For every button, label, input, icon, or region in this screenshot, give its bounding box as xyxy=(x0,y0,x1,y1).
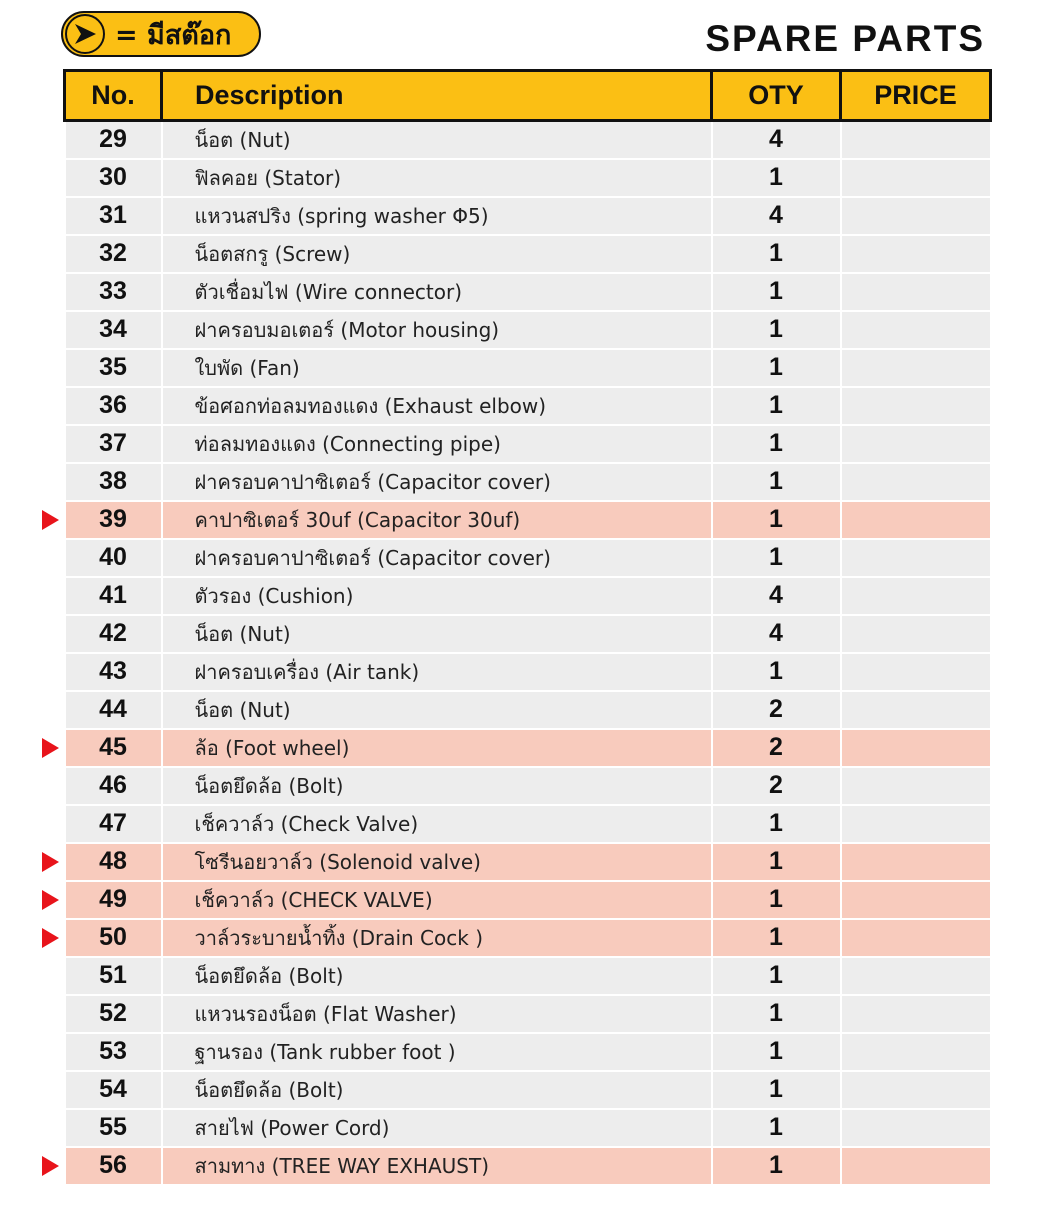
part-description: ตัวเชื่อมไฟ (Wire connector) xyxy=(162,273,712,311)
part-quantity: 4 xyxy=(712,121,841,159)
part-price xyxy=(841,995,991,1033)
part-price xyxy=(841,805,991,843)
part-price xyxy=(841,311,991,349)
part-number: 55 xyxy=(99,1113,127,1141)
part-number-cell xyxy=(65,539,162,577)
part-number-cell xyxy=(65,463,162,501)
page-title: SPARE PARTS xyxy=(705,18,985,59)
part-quantity: 1 xyxy=(712,843,841,881)
part-number-cell xyxy=(65,425,162,463)
part-description: น็อต (Nut) xyxy=(162,691,712,729)
column-header-description: Description xyxy=(162,71,712,121)
in-stock-arrow-icon xyxy=(42,890,59,910)
part-description: เช็ควาล์ว (CHECK VALVE) xyxy=(162,881,712,919)
in-stock-arrow-icon xyxy=(42,852,59,872)
part-price xyxy=(841,159,991,197)
part-description: ท่อลมทองแดง (Connecting pipe) xyxy=(162,425,712,463)
in-stock-arrow-icon xyxy=(42,510,59,530)
part-quantity: 1 xyxy=(712,159,841,197)
table-row xyxy=(65,691,991,729)
part-number-cell xyxy=(65,235,162,273)
part-quantity: 1 xyxy=(712,881,841,919)
part-quantity: 4 xyxy=(712,197,841,235)
part-price xyxy=(841,577,991,615)
part-number-cell xyxy=(65,159,162,197)
part-description: น็อต (Nut) xyxy=(162,121,712,159)
part-quantity: 1 xyxy=(712,425,841,463)
table-row xyxy=(65,805,991,843)
part-quantity: 1 xyxy=(712,1147,841,1185)
part-number: 48 xyxy=(99,847,127,875)
part-description: ฝาครอบมอเตอร์ (Motor housing) xyxy=(162,311,712,349)
part-number: 34 xyxy=(99,315,127,343)
part-description: สามทาง (TREE WAY EXHAUST) xyxy=(162,1147,712,1185)
part-quantity: 1 xyxy=(712,995,841,1033)
part-price xyxy=(841,881,991,919)
table-row xyxy=(65,463,991,501)
table-row xyxy=(65,919,991,957)
table-row xyxy=(65,273,991,311)
part-quantity: 1 xyxy=(712,1109,841,1147)
part-number: 30 xyxy=(99,163,127,191)
part-price xyxy=(841,235,991,273)
in-stock-arrow-icon xyxy=(42,928,59,948)
part-description: คาปาซิเตอร์ 30uf (Capacitor 30uf) xyxy=(162,501,712,539)
table-row xyxy=(65,881,991,919)
part-quantity: 2 xyxy=(712,691,841,729)
table-row xyxy=(65,539,991,577)
part-number: 56 xyxy=(99,1151,127,1179)
part-number: 40 xyxy=(99,543,127,571)
part-number: 29 xyxy=(99,125,127,154)
part-quantity: 2 xyxy=(712,729,841,767)
table-row xyxy=(65,425,991,463)
table-row xyxy=(65,159,991,197)
part-quantity: 1 xyxy=(712,957,841,995)
part-description: ตัวรอง (Cushion) xyxy=(162,577,712,615)
in-stock-arrow-icon xyxy=(42,738,59,758)
part-number: 37 xyxy=(99,429,127,457)
part-quantity: 4 xyxy=(712,615,841,653)
part-number: 53 xyxy=(99,1037,127,1065)
part-number-cell xyxy=(65,273,162,311)
part-number: 54 xyxy=(99,1075,127,1103)
part-description: น็อตยึดล้อ (Bolt) xyxy=(162,1071,712,1109)
table-row xyxy=(65,121,991,159)
part-description: น็อตสกรู (Screw) xyxy=(162,235,712,273)
table-row xyxy=(65,767,991,805)
table-header-row xyxy=(65,71,991,121)
part-number-cell xyxy=(65,691,162,729)
part-number: 36 xyxy=(99,391,127,419)
part-number-cell xyxy=(65,881,162,919)
part-description: แหวนสปริง (spring washer Φ5) xyxy=(162,197,712,235)
part-number: 33 xyxy=(99,277,127,305)
table-body xyxy=(65,121,991,1185)
part-quantity: 1 xyxy=(712,805,841,843)
part-number-cell xyxy=(65,653,162,691)
part-price xyxy=(841,729,991,767)
part-price xyxy=(841,919,991,957)
part-number-cell xyxy=(65,197,162,235)
part-description: ฝาครอบเครื่อง (Air tank) xyxy=(162,653,712,691)
part-number: 31 xyxy=(99,201,127,229)
part-description: น็อตยึดล้อ (Bolt) xyxy=(162,957,712,995)
part-number-cell xyxy=(65,1071,162,1109)
part-number: 42 xyxy=(99,619,127,647)
part-number-cell xyxy=(65,349,162,387)
part-number-cell xyxy=(65,767,162,805)
part-description: ฝาครอบคาปาซิเตอร์ (Capacitor cover) xyxy=(162,539,712,577)
part-quantity: 1 xyxy=(712,1071,841,1109)
part-description: ใบพัด (Fan) xyxy=(162,349,712,387)
part-number: 38 xyxy=(99,467,127,495)
part-number: 49 xyxy=(99,885,127,913)
part-description: โซรีนอยวาล์ว (Solenoid valve) xyxy=(162,843,712,881)
part-number-cell xyxy=(65,615,162,653)
table-row xyxy=(65,501,991,539)
part-description: น็อต (Nut) xyxy=(162,615,712,653)
table-row xyxy=(65,843,991,881)
legend-text: = มีสต๊อก xyxy=(115,19,232,51)
part-price xyxy=(841,691,991,729)
table-row xyxy=(65,653,991,691)
part-description: สายไฟ (Power Cord) xyxy=(162,1109,712,1147)
part-quantity: 1 xyxy=(712,919,841,957)
table-row xyxy=(65,235,991,273)
part-number: 35 xyxy=(99,353,127,381)
part-number: 43 xyxy=(99,657,127,685)
part-quantity: 1 xyxy=(712,349,841,387)
table-row xyxy=(65,1033,991,1071)
part-quantity: 1 xyxy=(712,501,841,539)
table-row xyxy=(65,615,991,653)
play-arrow-icon xyxy=(65,14,105,54)
table-row xyxy=(65,1147,991,1185)
stock-legend xyxy=(61,11,261,57)
part-quantity: 1 xyxy=(712,653,841,691)
part-price xyxy=(841,197,991,235)
part-quantity: 1 xyxy=(712,463,841,501)
part-number-cell xyxy=(65,919,162,957)
part-description: ฟิลคอย (Stator) xyxy=(162,159,712,197)
part-number-cell xyxy=(65,805,162,843)
table-row xyxy=(65,349,991,387)
part-price xyxy=(841,463,991,501)
in-stock-arrow-icon xyxy=(42,1156,59,1176)
part-price xyxy=(841,425,991,463)
part-number: 32 xyxy=(99,239,127,267)
part-price xyxy=(841,1147,991,1185)
table-row xyxy=(65,577,991,615)
part-description: เช็ควาล์ว (Check Valve) xyxy=(162,805,712,843)
part-number: 41 xyxy=(99,581,127,609)
part-number-cell xyxy=(65,577,162,615)
table-row xyxy=(65,1109,991,1147)
part-quantity: 1 xyxy=(712,311,841,349)
part-number-cell xyxy=(65,1109,162,1147)
part-quantity: 1 xyxy=(712,235,841,273)
table-row xyxy=(65,311,991,349)
column-header-no: No. xyxy=(65,71,162,121)
part-number-cell xyxy=(65,387,162,425)
column-header-qty: OTY xyxy=(712,71,841,121)
part-number: 47 xyxy=(99,809,127,837)
part-description: แหวนรองน็อต (Flat Washer) xyxy=(162,995,712,1033)
part-price xyxy=(841,615,991,653)
part-description: ฝาครอบคาปาซิเตอร์ (Capacitor cover) xyxy=(162,463,712,501)
part-quantity: 4 xyxy=(712,577,841,615)
part-price xyxy=(841,1033,991,1071)
spare-parts-table xyxy=(63,69,992,1186)
part-number: 52 xyxy=(99,999,127,1027)
part-description: ล้อ (Foot wheel) xyxy=(162,729,712,767)
part-number: 51 xyxy=(99,961,127,989)
table-row xyxy=(65,995,991,1033)
part-price xyxy=(841,539,991,577)
part-price xyxy=(841,653,991,691)
part-number: 39 xyxy=(99,505,127,533)
part-number: 44 xyxy=(99,695,127,723)
part-number-cell xyxy=(65,501,162,539)
part-price xyxy=(841,501,991,539)
part-description: น็อตยึดล้อ (Bolt) xyxy=(162,767,712,805)
part-number-cell xyxy=(65,843,162,881)
part-number-cell xyxy=(65,1033,162,1071)
part-description: ฐานรอง (Tank rubber foot ) xyxy=(162,1033,712,1071)
part-price xyxy=(841,1071,991,1109)
part-number-cell xyxy=(65,121,162,159)
part-number-cell xyxy=(65,311,162,349)
table-row xyxy=(65,387,991,425)
part-number-cell xyxy=(65,995,162,1033)
part-quantity: 1 xyxy=(712,387,841,425)
part-price xyxy=(841,349,991,387)
part-number: 46 xyxy=(99,771,127,799)
part-price xyxy=(841,957,991,995)
part-price xyxy=(841,1109,991,1147)
column-header-price: PRICE xyxy=(841,71,991,121)
table-row xyxy=(65,729,991,767)
part-quantity: 1 xyxy=(712,539,841,577)
part-description: ข้อศอกท่อลมทองแดง (Exhaust elbow) xyxy=(162,387,712,425)
part-price xyxy=(841,387,991,425)
part-quantity: 1 xyxy=(712,1033,841,1071)
part-description: วาล์วระบายน้ำทิ้ง (Drain Cock ) xyxy=(162,919,712,957)
table-row xyxy=(65,957,991,995)
part-number-cell xyxy=(65,1147,162,1185)
part-quantity: 2 xyxy=(712,767,841,805)
table-row xyxy=(65,1071,991,1109)
part-price xyxy=(841,767,991,805)
table-row xyxy=(65,197,991,235)
part-number: 50 xyxy=(99,923,127,951)
part-number-cell xyxy=(65,957,162,995)
part-price xyxy=(841,121,991,159)
part-price xyxy=(841,273,991,311)
part-quantity: 1 xyxy=(712,273,841,311)
part-number: 45 xyxy=(99,733,127,761)
part-price xyxy=(841,843,991,881)
part-number-cell xyxy=(65,729,162,767)
